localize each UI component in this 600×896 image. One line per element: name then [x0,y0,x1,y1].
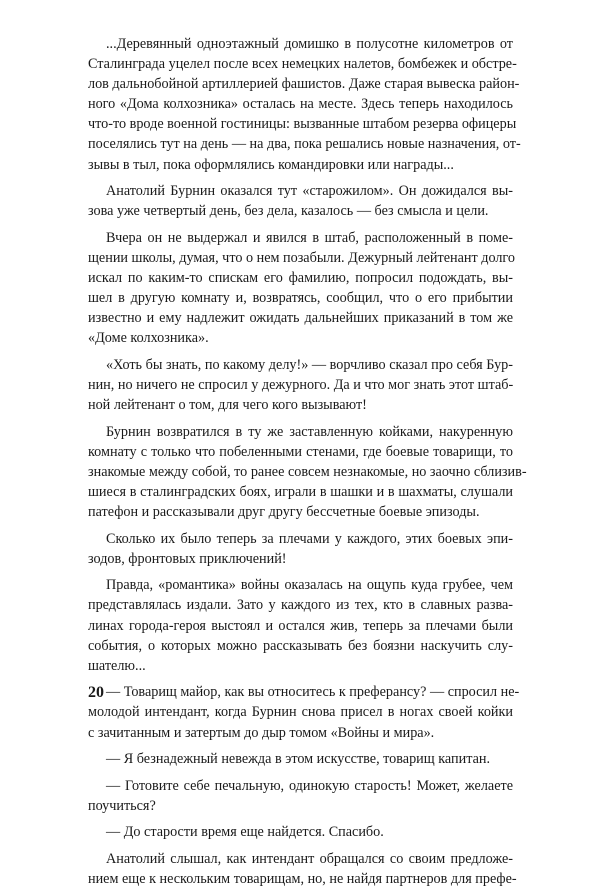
paragraph [88,529,513,569]
text-line: «Доме колхозника». [88,330,209,347]
text-line: комнату с только что побеленными стенами, где боевые товарищи, то [88,443,513,460]
text-line: — Готовите себе печальную, одинокую старость! Может, желаете [106,777,513,794]
text-line: нин, но ничего не спросил у дежурного. Да и что мог знать этот штаб- [88,377,514,393]
paragraph [88,575,513,675]
paragraph [88,422,527,522]
paragraph [88,849,517,889]
text-line: Правда, «романтика» войны оказалась на ощупь куда грубее, чем [106,577,513,594]
text-line: ного «Дома колхозника» осталась на месте. Здесь теперь находилось [88,96,513,113]
text-line: ...Деревянный одноэтажный домишко в полусотне километров от [106,36,513,52]
text-line: знакомые между собой, то ранее совсем незнакомые, но заочно сблизив- [88,463,527,480]
text-line: шиеся в сталинградских боях, играли в шашки и в шахматы, слушали [88,483,513,500]
paragraph [88,181,513,221]
text-line: поучиться? [88,797,156,814]
paragraph [88,355,513,415]
text-line: зывы в тыл, пока оформлялись командировки или награды... [88,156,454,173]
text-line: Анатолий слышал, как интендант обращался со своим предложе- [106,850,513,867]
paragraph [88,749,513,769]
text-line: Сталинграда уцелел после всех немецких налетов, бомбежек и обстре- [88,56,517,73]
text-line: шел в другую комнату и, возвратясь, сообщил, что о его прибытии [88,290,513,307]
text-line: зова уже четвертый день, без дела, казалось — без смысла и цели. [88,203,489,220]
paragraph [88,776,513,816]
text-line: представлялась издали. Зато у каждого из тех, кто в славных разва- [88,597,513,614]
text-line: Вчера он не выдержал и явился в штаб, расположенный в поме- [106,229,513,246]
text-line: — Товарищ майор, как вы относитесь к преферансу? — спросил не- [106,684,520,701]
paragraph [88,34,521,175]
text-line: ной лейтенант о том, для чего кого вызывают! [88,397,367,414]
text-line: лов дальнобойной артиллерией фашистов. Даже старая вывеска район- [88,76,520,93]
text-line: «Хоть бы знать, по какому делу!» — ворчливо сказал про себя Бур- [106,356,513,373]
text-line: зодов, фронтовых приключений! [88,550,287,567]
text-line: что-то вроде военной гостиницы: вызванные штабом резерва офицеры [88,116,517,133]
text-line: молодой интендант, когда Бурнин снова присел в ногах своей койки [88,704,513,721]
text-line: искал по каким-то спискам его фамилию, попросил подождать, вы- [88,270,513,287]
page-number: 20 [88,684,104,701]
text-line: нием еще к нескольким товарищам, но, не найдя партнеров для префе- [88,871,517,888]
text-line: щении школы, думая, что о нем позабыли. Дежурный лейтенант долго [88,249,515,266]
text-line: патефон и рассказывали друг другу бессчетные боевые эпизоды. [88,504,480,521]
text-line: линах города-героя выстоял и остался жив, теперь за плечами были [88,617,513,634]
text-line: — До старости время еще найдется. Спасибо. [106,824,384,841]
text-line: Бурнин возвратился в ту же заставленную койками, накуренную [106,423,513,440]
paragraph [88,682,520,742]
text-line: Анатолий Бурнин оказался тут «старожилом». Он дожидался вы- [106,183,513,200]
text-line: события, о которых можно рассказывать без боязни наскучить слу- [88,637,513,654]
text-line: — Я безнадежный невежда в этом искусстве, товарищ капитан. [106,751,491,768]
text-line: Сколько их было теперь за плечами у каждого, этих боевых эпи- [106,530,513,547]
body-text [88,34,527,896]
paragraph [88,228,513,349]
text-line: с зачитанным и затертым до дыр томом «Войны и мира». [88,724,435,741]
text-line: шателю... [88,657,146,674]
text-line: поселялись тут на день — на два, пока решались новые назначения, от- [88,136,521,153]
text-line: известно и ему надлежит ожидать дальнейших приказаний в том же [88,310,513,327]
paragraph [88,822,513,842]
